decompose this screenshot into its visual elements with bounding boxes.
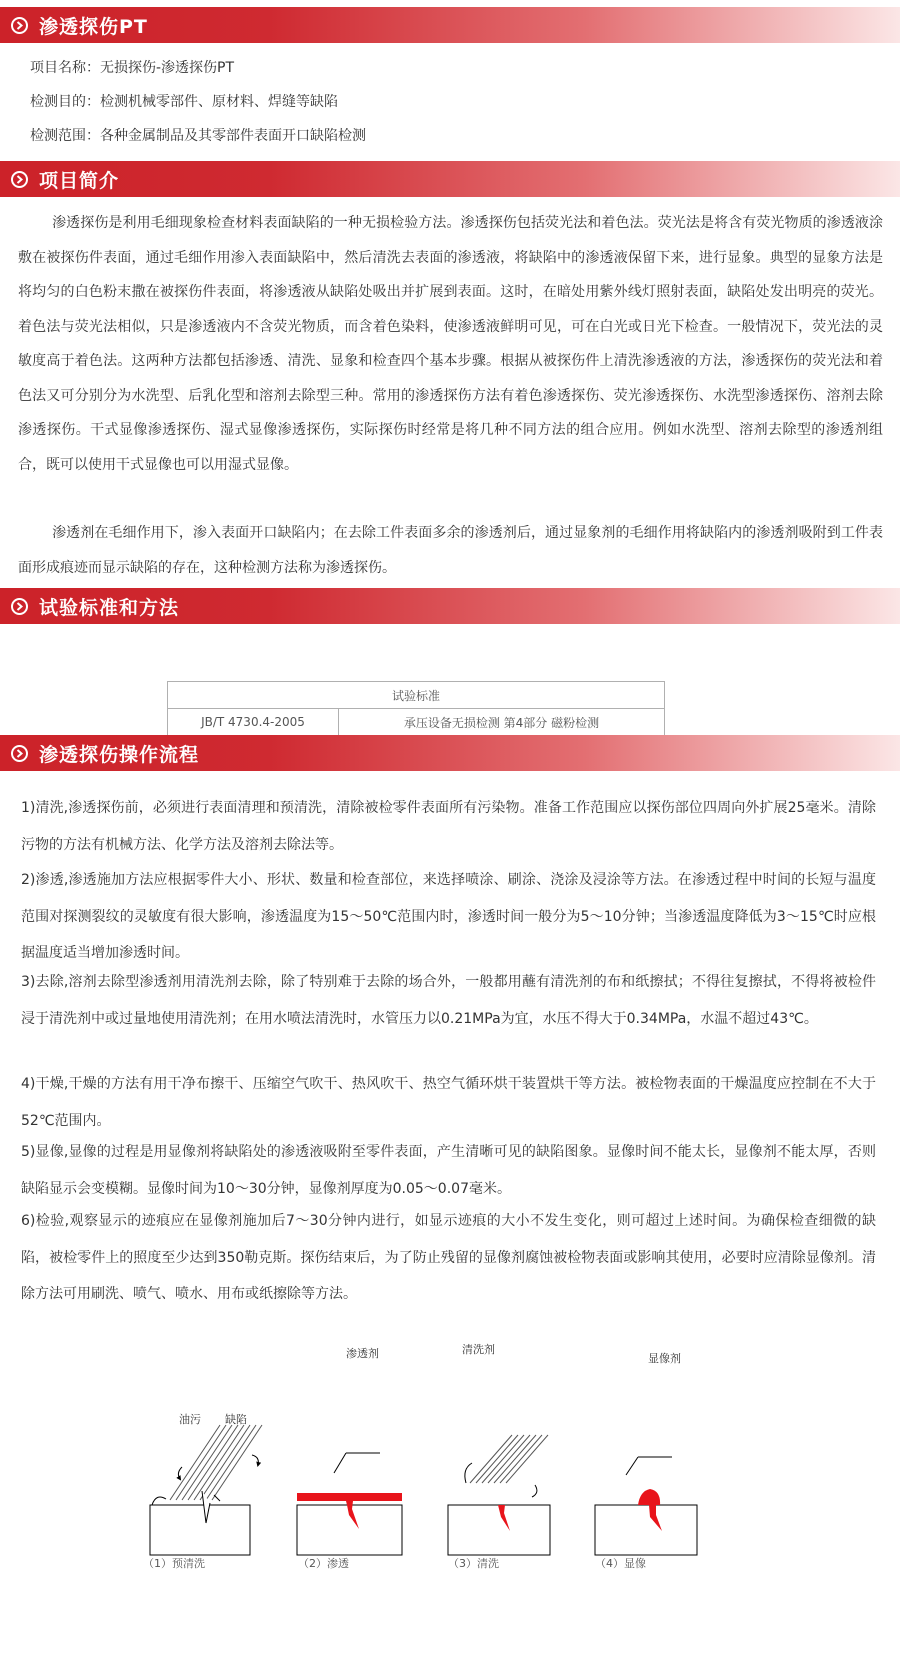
panel-cleaning — [448, 1435, 550, 1555]
section-title: 渗透探伤操作流程 — [39, 743, 200, 766]
standards-table — [167, 681, 665, 736]
cleaner-label: 清洗剂 — [462, 1343, 495, 1356]
standards-table-header: 试验标准 — [168, 682, 665, 709]
chevron-right-circle-icon — [11, 171, 28, 188]
section-header-pt — [0, 7, 900, 43]
intro-paragraph-2: 渗透剂在毛细作用下，渗入表面开口缺陷内；在去除工件表面多余的渗透剂后，通过显象剂的毛细作用将缺陷内的渗透剂吸附到工件表面形成痕迹而显示缺陷的存在，这种检测方法称为渗透探伤。 — [18, 525, 883, 576]
caption-developing: （4）显像 — [595, 1557, 646, 1570]
caption-cleaning: （3）清洗 — [448, 1557, 499, 1570]
section-header-intro — [0, 161, 900, 197]
panel-penetrant — [297, 1453, 402, 1555]
table-row — [168, 709, 665, 736]
project-name: 项目名称：无损探伤-渗透探伤PT — [30, 60, 235, 76]
penetrant-label: 渗透剂 — [346, 1347, 379, 1360]
step-1-cleaning: 1)清洗,渗透探伤前，必须进行表面清理和预清洗，清除被检零件表面所有污染物。准备工作范围应以探伤部位四周向外扩展25毫米。清除污物的方法有机械方法、化学方法及溶剂去除法等。 — [21, 800, 876, 853]
chevron-right-circle-icon — [11, 17, 28, 34]
standard-name: 承压设备无损检测 第4部分 磁粉检测 — [339, 709, 665, 736]
caption-penetrant: （2）渗透 — [298, 1557, 349, 1570]
panel-preclean — [150, 1425, 262, 1555]
chevron-right-circle-icon — [11, 598, 28, 615]
section-title: 试验标准和方法 — [39, 596, 180, 619]
standard-code: JB/T 4730.4-2005 — [168, 709, 339, 736]
step-2-penetration: 2)渗透,渗透施加方法应根据零件大小、形状、数量和检查部位，来选择喷涂、刷涂、浇涂及浸涂等方法。在渗透过程中时间的长短与温度范围对探测裂纹的灵敏度有很大影响，渗透温度为15～50℃范围内时，渗透时间一般分为5～10分钟；当渗透温度降低为3～15℃时应根据温度适当增加渗透时间。 — [21, 872, 876, 961]
step-3-removal: 3)去除,溶剂去除型渗透剂用清洗剂去除，除了特别难于去除的场合外，一般都用蘸有清洗剂的布和纸擦拭；不得往复擦拭，不得将被检件浸于清洗剂中或过量地使用清洗剂；在用水喷法清洗时，水管压力以0.21MPa为宜，水压不得大于0.34MPa，水温不超过43℃。 — [21, 974, 876, 1027]
section-header-procedure — [0, 735, 900, 771]
section-header-standards — [0, 588, 900, 624]
step-6-inspection: 6)检验,观察显示的迹痕应在显像剂施加后7～30分钟内进行，如显示迹痕的大小不发生变化，则可超过上述时间。为确保检查细微的缺陷，被检零件上的照度至少达到350勒克斯。探伤结束后，为了防止残留的显像剂腐蚀被检物表面或影响其使用，必要时应清除显像剂。清除方法可用刷洗、喷气、喷水、用布或纸擦除等方法。 — [21, 1213, 876, 1302]
section-title: 项目简介 — [39, 169, 120, 192]
chevron-right-circle-icon — [11, 745, 28, 762]
defect-label: 缺陷 — [225, 1413, 247, 1426]
oil-label: 油污 — [179, 1413, 201, 1426]
panel-developing — [595, 1457, 697, 1555]
caption-preclean: （1）预清洗 — [143, 1557, 205, 1570]
developer-label: 显像剂 — [648, 1352, 681, 1365]
step-4-drying: 4)干燥,干燥的方法有用干净布擦干、压缩空气吹干、热风吹干、热空气循环烘干装置烘干等方法。被检物表面的干燥温度应控制在不大于52℃范围内。 — [21, 1076, 876, 1129]
project-scope: 检测范围：各种金属制品及其零部件表面开口缺陷检测 — [30, 128, 366, 144]
intro-paragraph-1: 渗透探伤是利用毛细现象检查材料表面缺陷的一种无损检验方法。渗透探伤包括荧光法和着色法。荧光法是将含有荧光物质的渗透液涂敷在被探伤件表面，通过毛细作用渗入表面缺陷中，然后清洗去表面的渗透液，将缺陷中的渗透液保留下来，进行显象。典型的显象方法是将均匀的白色粉末撒在被探伤件表面，将渗透液从缺陷处吸出并扩展到表面。这时，在暗处用紫外线灯照射表面，缺陷处发出明亮的荧光。着色法与荧光法相似，只是渗透液内不含荧光物质，而含着色染料，使渗透液鲜明可见，可在白光或日光下检查。一般情况下，荧光法的灵敏度高于着色法。这两种方法都包括渗透、清洗、显象和检查四个基本步骤。根据从被探伤件上清洗渗透液的方法，渗透探伤的荧光法和着色法又可分别分为水洗型、后乳化型和溶剂去除型三种。常用的渗透探伤方法有着色渗透探伤、荧光渗透探伤、水洗型渗透探伤、溶剂去除渗透探伤。干式显像渗透探伤、湿式显像渗透探伤，实际探伤时经常是将几种不同方法的组合应用。例如水洗型、溶剂去除型的渗透剂组合，既可以使用干式显像也可以用湿式显像。 — [18, 215, 883, 473]
section-title: 渗透探伤PT — [39, 15, 148, 38]
project-purpose: 检测目的：检测机械零部件、原材料、焊缝等缺陷 — [30, 94, 338, 110]
step-5-developing: 5)显像,显像的过程是用显像剂将缺陷处的渗透液吸附至零件表面，产生清晰可见的缺陷图象。显像时间不能太长，显像剂不能太厚，否则缺陷显示会变模糊。显像时间为10～30分钟，显像剂厚度为0.05～0.07毫米。 — [21, 1144, 876, 1197]
